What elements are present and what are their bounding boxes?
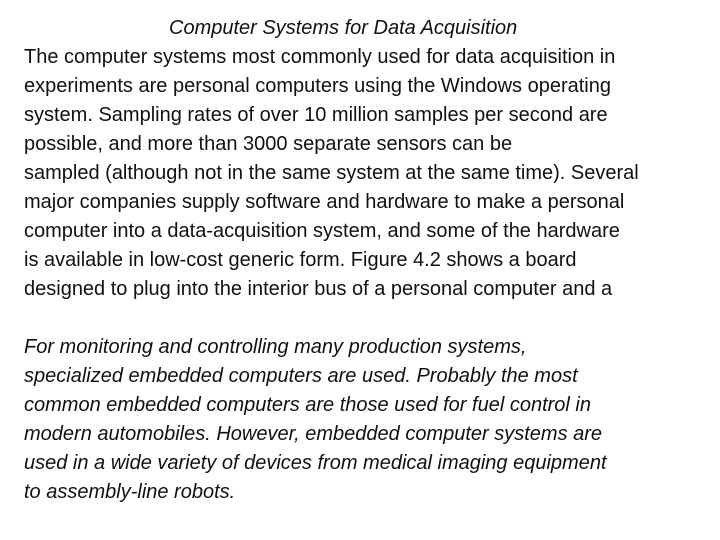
text-line: specialized embedded computers are used. Probably the most — [24, 365, 578, 387]
paragraph-data-acquisition — [24, 43, 704, 304]
text-line: common embedded computers are those used for fuel control in — [24, 394, 591, 416]
text-line: The computer systems most commonly used for data acquisition in — [24, 46, 616, 68]
text-line: is available in low-cost generic form. Figure 4.2 shows a board — [24, 249, 577, 271]
text-line: sampled (although not in the same system at the same time). Several — [24, 162, 639, 184]
text-line: computer into a data-acquisition system, and some of the hardware — [24, 220, 620, 242]
text-line: used in a wide variety of devices from medical imaging equipment — [24, 452, 607, 474]
paragraph-embedded-computers — [24, 333, 704, 507]
text-line: system. Sampling rates of over 10 million samples per second are — [24, 104, 608, 126]
text-line: possible, and more than 3000 separate sensors can be — [24, 133, 513, 155]
text-line: major companies supply software and hardware to make a personal — [24, 191, 625, 213]
text-line: to assembly-line robots. — [24, 481, 236, 503]
text-line: For monitoring and controlling many production systems, — [24, 336, 527, 358]
text-line: experiments are personal computers using the Windows operating — [24, 75, 611, 97]
slide-content — [24, 14, 704, 507]
text-line: designed to plug into the interior bus of a personal computer and a — [24, 278, 613, 300]
slide-title: Computer Systems for Data Acquisition — [169, 17, 518, 39]
text-line: modern automobiles. However, embedded computer systems are — [24, 423, 603, 445]
